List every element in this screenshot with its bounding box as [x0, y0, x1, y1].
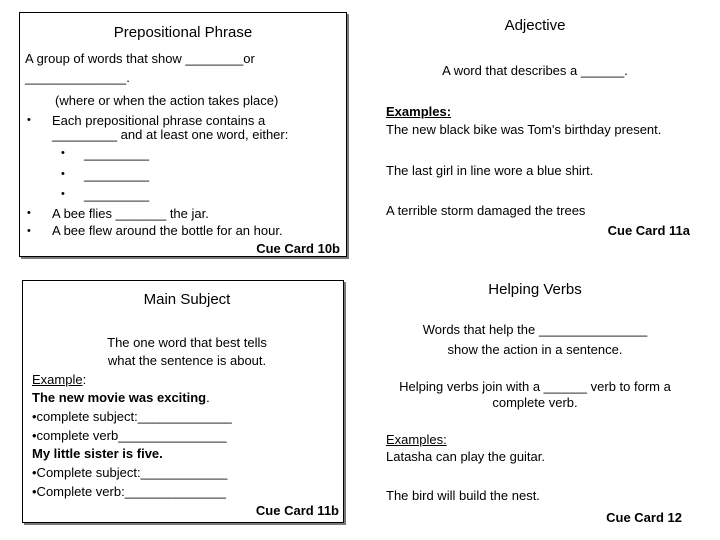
example-heading-row [32, 372, 86, 387]
example-heading: Example [32, 372, 83, 387]
blank-line: _________ [84, 167, 150, 182]
verb-blank-line: •Complete verb:______________ [32, 484, 226, 499]
definition-note: (where or when the action takes place) [55, 93, 279, 108]
bullet-dot: • [27, 114, 31, 126]
card-label: Cue Card 11b [255, 503, 339, 518]
bullet-dot: • [27, 225, 31, 237]
verb-blank-line: •complete verb_______________ [32, 428, 227, 443]
bullet-text-continued: _________ and at least one word, either: [52, 127, 289, 142]
sentence-period: . [206, 390, 210, 405]
bullet-text: A bee flies _______ the jar. [52, 206, 209, 221]
sub-bullet-dot: • [61, 188, 65, 200]
example-sentence: The new black bike was Tom's birthday present. [386, 122, 662, 137]
examples-heading: Examples: [386, 432, 447, 447]
definition-line-2: show the action in a sentence. [447, 342, 623, 357]
cue-card-12 [374, 272, 696, 530]
cue-card-11a [374, 10, 696, 242]
join-text-line-1: Helping verbs join with a ______ verb to form a [399, 379, 671, 394]
subject-blank-line: •Complete subject:____________ [32, 465, 228, 480]
example-sentence: The new movie was exciting [32, 390, 207, 405]
bullet-text: A bee flew around the bottle for an hour. [52, 223, 283, 238]
card-title: Main Subject [143, 291, 231, 308]
bullet-dot: • [27, 207, 31, 219]
card-title: Helping Verbs [488, 281, 582, 298]
bullet-text: Each prepositional phrase contains a [52, 113, 266, 128]
card-label: Cue Card 11a [607, 223, 690, 238]
example-sentence-row [32, 390, 210, 405]
example-sentence: A terrible storm damaged the trees [386, 203, 586, 218]
join-text-line-2: complete verb. [492, 395, 578, 410]
blank-line: _________ [84, 146, 150, 161]
definition-line-1: A group of words that show ________or [25, 51, 255, 66]
blank-line: _________ [84, 187, 150, 202]
sub-bullet-dot: • [61, 147, 65, 159]
cue-card-11b [22, 280, 344, 523]
example-colon: : [82, 372, 87, 387]
sub-bullet-dot: • [61, 168, 65, 180]
cue-card-10b [19, 12, 347, 257]
example-sentence: The last girl in line wore a blue shirt. [386, 163, 594, 178]
definition: A word that describes a ______. [442, 63, 628, 78]
examples-heading: Examples: [386, 104, 452, 119]
card-title: Adjective [504, 17, 566, 34]
example-sentence: Latasha can play the guitar. [386, 449, 546, 464]
example-sentence: The bird will build the nest. [386, 488, 540, 503]
card-title: Prepositional Phrase [113, 24, 253, 41]
card-label: Cue Card 10b [256, 241, 340, 256]
definition-line-2: what the sentence is about. [107, 353, 267, 368]
practice-sentence: My little sister is five. [32, 446, 163, 461]
definition-line-1: The one word that best tells [107, 335, 267, 350]
definition-line-2: ______________. [25, 70, 130, 85]
definition-line-1: Words that help the _______________ [422, 322, 648, 337]
subject-blank-line: •complete subject:_____________ [32, 409, 232, 424]
card-label: Cue Card 12 [606, 510, 682, 525]
